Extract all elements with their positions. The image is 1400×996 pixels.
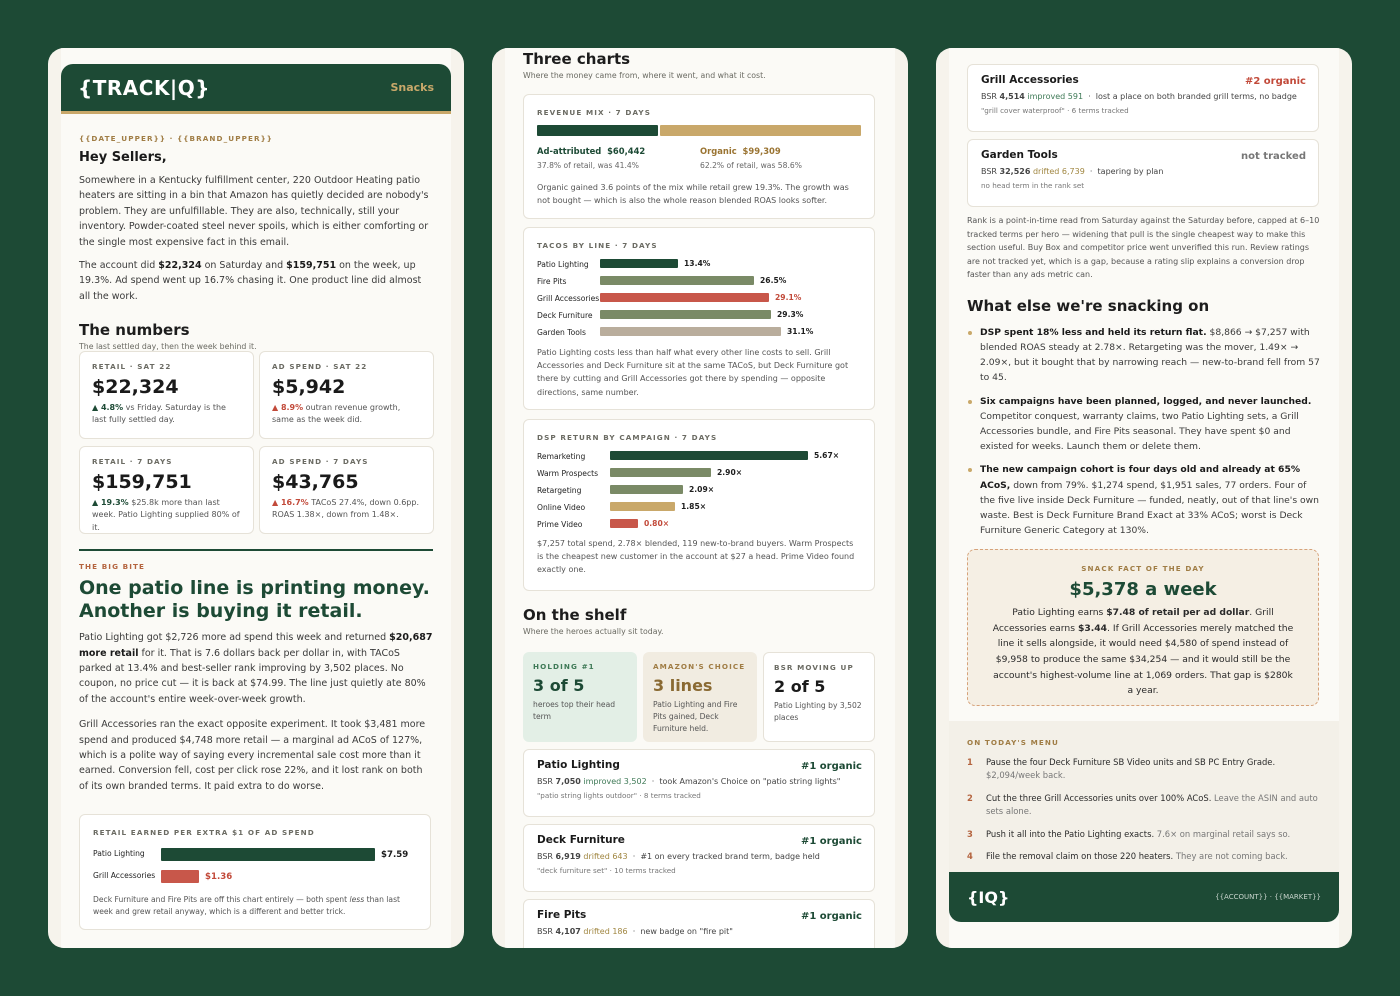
list-item: DSP spent 18% less and held its return flat. $8,866 → $7,257 with blended ROAS steady at 2.78×. Retargeting was the mover, 1.49× → 2.09×, but it bought that by narrowing reach — new-to-brand fell from 57 to 45. [967, 325, 1321, 386]
bar-value: 31.1% [787, 326, 814, 336]
bar-label: Online Video [537, 503, 586, 512]
bar-label: Deck Furniture [537, 311, 593, 320]
bar-label: Prime Video [537, 520, 583, 529]
snack-fact-value: $5,378 a week [1069, 579, 1217, 600]
menu-item: 2 Cut the three Grill Accessories units over 100% ACoS. Leave the ASIN and auto sets alone. [967, 792, 1318, 817]
menu-item: 4 File the removal claim on those 220 heaters. They are not coming back. [967, 851, 1288, 862]
todays-menu: ON TODAY'S MENU 1 Pause the four Deck Furniture SB Video units and SB PC Entry Grade. $2,094/week back. 2 Cut the three Grill Accessories units over 100% ACoS. Leave the ASIN and auto sets alone. 3 Push it all into the Patio Lighting exacts. 7.6× on marginal retail says so. 4 File the removal claim on those 220 heaters. They are not coming back. [949, 721, 1339, 881]
bar [610, 485, 683, 494]
email-header [61, 64, 451, 114]
big-bite-paragraph-1: Patio Lighting got $2,726 more ad spend this week and returned $20,687 more retail for it. That is 7.6 dollars back per dollar in, with TACoS parked at 13.4% and best-seller rank improving by 3,502 places. No coupon, no price cut — it is back at $74.99. The line just quietly ate 80% of the account's entire week-over-week growth. [79, 632, 433, 705]
tacos-by-line-card: TACOS BY LINE · 7 DAYS Patio Lighting 13.4% Fire Pits 26.5% Grill Accessories 29.1% Deck Furniture 29.3% Garden Tools 31.1% Patio Lighting costs less than half what every other line costs to sell. Grill Accessories and Deck Furniture sit at the same TACoS, but Deck Furniture got there by cutting and Grill Accessories got there by spending — opposite directions, same number. [523, 227, 875, 410]
date-brand-placeholder: {{DATE_UPPER}} · {{BRAND_UPPER}} [79, 134, 274, 143]
snack-fact-box: SNACK FACT OF THE DAY $5,378 a week Patio Lighting earns $7.48 of retail per ad dollar. Grill Accessories earns $3.44. If Grill Accessories merely matched the line it sells alongside, it would need $4,580 of spend instead of $9,958 to produce the same $34,254 — and it would still be the account's highest-volume line at 1,069 orders. That gap is $280k a year. [967, 549, 1319, 706]
revenue-mix-card: REVENUE MIX · 7 DAYS Ad-attributed $60,442 37.8% of retail, was 41.4% Organic $99,309 62.2% of retail, was 58.6% Organic gained 3.6 points of the mix while retail grew 19.3%. The growth was not bought — which is also the whole reason blended ROAS looks softer. [523, 94, 875, 219]
menu-item: 3 Push it all into the Patio Lighting exacts. 7.6× on marginal retail says so. [967, 828, 1291, 839]
bar-value: 1.85× [681, 501, 707, 511]
bar-label: Patio Lighting [537, 260, 589, 269]
big-bite-paragraph-2: Grill Accessories ran the exact opposite experiment. It took $3,481 more spend and produced $4,748 more retail — a marginal ad ACoS of 127%, which is a polite way of saying every incremental sale cost more than it earned. Conversion fell, cost per click rose 22%, and it lost rank on both of its own branded terms. It paid extra to do worse. [79, 719, 426, 792]
section-divider [79, 549, 433, 551]
stat-card-retail-week: RETAIL · 7 DAYS $159,751 ▲ 19.3% $25.8k more than last week. Patio Lighting supplied 80% of it. [79, 446, 254, 534]
stat-card-retail-sat: RETAIL · SAT 22 $22,324 ▲ 4.8% vs Friday. Saturday is the last fully settled day. [79, 351, 254, 439]
email-body-2 [505, 48, 895, 948]
on-the-shelf-subtitle: Where the heroes actually sit today. [523, 627, 664, 636]
snack-fact-text: Patio Lighting earns $7.48 of retail per ad dollar. Grill Accessories earns $3.44. If Grill Accessories merely matched the line it sells alongside, it would need $4,580 of spend instead of $9,958 to produce the same $34,254 — and it would still be the account's highest-volume line at 1,069 orders. That gap is $280k a year. [992, 607, 1294, 697]
bar-value: 2.90× [717, 467, 743, 477]
dsp-return-card: DSP RETURN BY CAMPAIGN · 7 DAYS Remarketing 5.67× Warm Prospects 2.90× Retargeting 2.09× Online Video 1.85× Prime Video 0.80× $7,257 total spend, 2.78× blended, 119 new-to-brand buyers. Warm Prospects is the cheapest new customer in the account at $27 a head. Prime Video found exactly one. [523, 419, 875, 591]
bar-value: 29.3% [777, 309, 804, 319]
bar [600, 259, 678, 268]
snacking-list [967, 325, 1321, 538]
greeting: Hey Sellers, [79, 150, 167, 165]
bar-value: 5.67× [814, 450, 840, 460]
bar [610, 502, 675, 511]
bar-value: 0.80× [644, 518, 670, 528]
bar-value: 2.09× [689, 484, 715, 494]
bar-value: $1.36 [205, 871, 233, 882]
email-footer [949, 872, 1339, 922]
on-the-shelf-title: On the shelf [523, 606, 627, 624]
numbers-subtitle: The last settled day, then the week behind it. [79, 342, 257, 351]
hero-card-patio-lighting: Patio Lighting #1 organic BSR 7,050 improved 3,502 · took Amazon's Choice on "patio string lights" "patio string lights outdoor" · 8 terms tracked [523, 749, 875, 817]
mix-segment-organic [660, 125, 861, 136]
bar-label: Warm Prospects [537, 469, 599, 478]
bar [600, 276, 754, 285]
bar [610, 519, 638, 528]
rank-note: Rank is a point-in-time read from Saturday against the Saturday before, capped at 6–10 tracked terms per hero — widening that pull is the single cheapest way to make this section useful. Buy Box and competitor price went unverified this run. Review ratings are not tracked yet, which is a gap, because a rating slip explains a conversion drop faster than any ads metric can. [967, 216, 1320, 280]
footer-meta: {{ACCOUNT}} · {{MARKET}} [1215, 893, 1321, 901]
trackiq-logo[interactable]: {TRACK|Q} [78, 75, 210, 100]
bar-value: $7.59 [381, 849, 409, 860]
list-item: The new campaign cohort is four days old and already at 65% ACoS, down from 79%. $1,274 spend, $1,951 sales, 77 orders. Four of the five live inside Deck Furniture — funded, neatly, out of that line's own waste. Best is Deck Furniture Brand Exact at 33% ACoS; worst is Deck Furniture Generic Category at 130%. [967, 462, 1321, 538]
bar [161, 870, 199, 883]
bar-label: Patio Lighting [93, 849, 145, 858]
bar-value: 29.1% [775, 292, 802, 302]
email-panel-2 [492, 48, 908, 948]
bar-label: Garden Tools [537, 328, 586, 337]
stat-card-adspend-sat: AD SPEND · SAT 22 $5,942 ▲ 8.9% outran revenue growth, same as the week did. [259, 351, 434, 439]
hero-card-grill-accessories: Grill Accessories #2 organic BSR 4,514 improved 591 · lost a place on both branded grill terms, no badge "grill cover waterproof" · 6 terms tracked [967, 64, 1319, 132]
snacks-link[interactable]: Snacks [390, 81, 434, 94]
menu-item: 1 Pause the four Deck Furniture SB Video units and SB PC Entry Grade. $2,094/week back. [967, 757, 1276, 781]
mix-ad-legend: Ad-attributed $60,442 [537, 146, 646, 156]
email-panel-1 [48, 48, 464, 948]
hero-card-garden-tools: Garden Tools not tracked BSR 32,526 drifted 6,739 · tapering by plan no head term in the rank set [967, 139, 1319, 207]
big-bite-label: THE BIG BITE [79, 562, 146, 571]
list-item: Six campaigns have been planned, logged, and never launched. Competitor conquest, warranty claims, two Patio Lighting sets, a Grill Accessories bundle, and Fire Pits seasonal. They have spent $0 and existed for weeks. Launch them or delete them. [967, 394, 1321, 455]
tile-amazons-choice: AMAZON'S CHOICE 3 lines Patio Lighting and Fire Pits gained, Deck Furniture held. [643, 652, 757, 742]
mix-organic-legend: Organic $99,309 [700, 146, 781, 156]
three-charts-subtitle: Where the money came from, where it went, and what it cost. [523, 71, 766, 80]
bar [610, 468, 711, 477]
bar [600, 293, 769, 302]
bar-value: 13.4% [684, 258, 711, 268]
footer-logo[interactable]: {IQ} [967, 887, 1010, 907]
stat-card-adspend-week: AD SPEND · 7 DAYS $43,765 ▲ 16.7% TACoS 27.4%, down 0.6pp. ROAS 1.38×, down from 1.48×. [259, 446, 434, 534]
snacking-title: What else we're snacking on [967, 296, 1210, 315]
email-body-1 [61, 48, 451, 948]
intro-paragraph: Somewhere in a Kentucky fulfillment center, 220 Outdoor Heating patio heaters are sitting in a bin that Amazon has quietly decided are nobody's problem. They are unfulfillable. They are also, technically, still your inventory. Powder-coated steel never spoils, which is either comforting or the single most expensive fact in this email. [79, 175, 429, 248]
bar-label: Fire Pits [537, 277, 567, 286]
intro-summary: The account did $22,324 on Saturday and $159,751 on the week, up 19.3%. Ad spend went up 16.7% chasing it. One product line did almost all the work. [79, 259, 422, 302]
mix-segment-ad-attributed [537, 125, 658, 136]
chart-title: RETAIL EARNED PER EXTRA $1 OF AD SPEND [93, 828, 315, 837]
bar-label: Grill Accessories [537, 294, 600, 303]
tile-holding-first: HOLDING #1 3 of 5 heroes top their head term [523, 652, 637, 742]
bar-label: Remarketing [537, 452, 586, 461]
bar [600, 327, 781, 336]
bar-label: Grill Accessories [93, 871, 156, 880]
hero-card-fire-pits: Fire Pits #1 organic BSR 4,107 drifted 186 · new badge on "fire pit" [523, 899, 875, 948]
bar-label: Retargeting [537, 486, 582, 495]
bar [161, 848, 375, 861]
hero-card-deck-furniture: Deck Furniture #1 organic BSR 6,919 drifted 643 · #1 on every tracked brand term, badge held "deck furniture set" · 10 terms tracked [523, 824, 875, 892]
chart-note: Deck Furniture and Fire Pits are off this chart entirely — both spent less than last week and grew retail anyway, which is a different and better trick. [93, 895, 400, 917]
big-bite-title: One patio line is printing money. Another is buying it retail. [79, 577, 430, 623]
bar-value: 26.5% [760, 275, 787, 285]
email-body-3 [949, 48, 1339, 948]
numbers-title: The numbers [79, 321, 190, 339]
tile-bsr-moving-up: BSR MOVING UP 2 of 5 Patio Lighting by 3,502 places [763, 652, 875, 742]
three-charts-title: Three charts [523, 50, 631, 68]
marginal-return-chart [79, 814, 431, 930]
bar [600, 310, 771, 319]
bar [610, 451, 808, 460]
email-panel-3 [936, 48, 1352, 948]
